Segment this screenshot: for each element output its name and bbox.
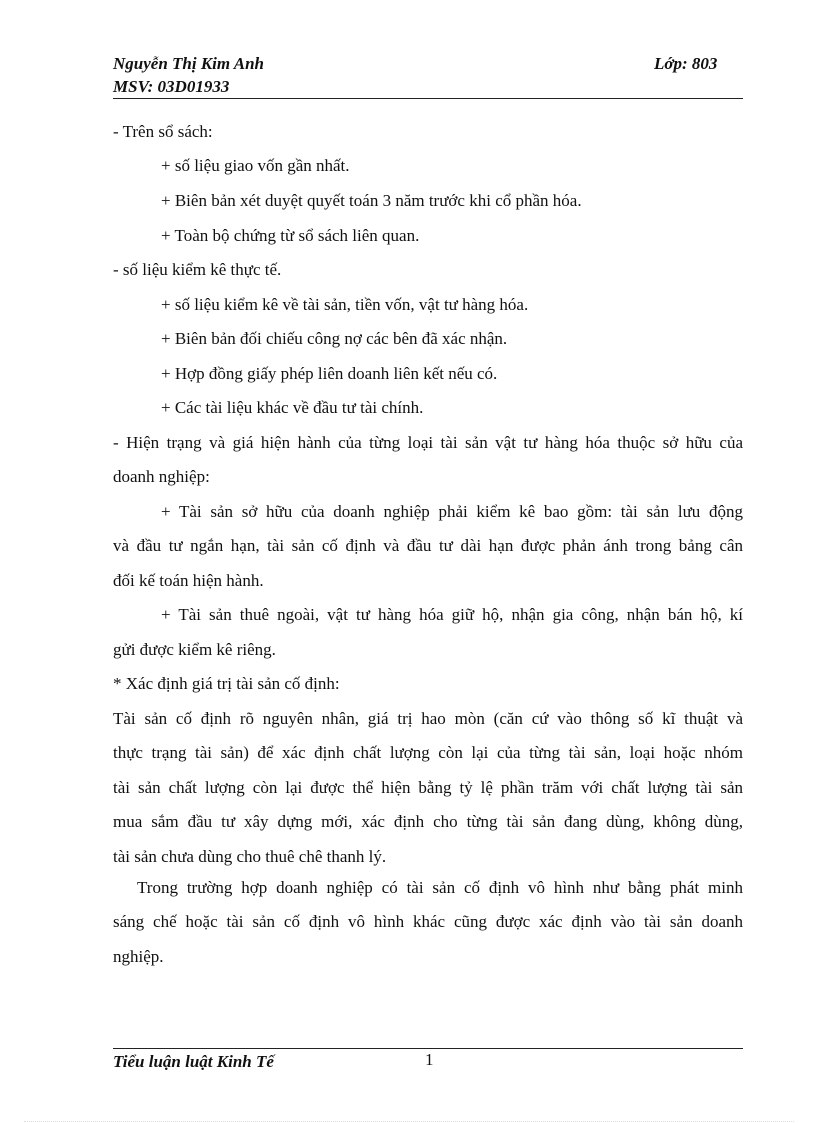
- page-number: 1: [425, 1050, 434, 1069]
- text-line: và đầu tư ngắn hạn, tài sản cố định và đầu tư dài hạn được phản ánh trong bảng cân: [113, 536, 743, 555]
- text-line: + số liệu kiểm kê về tài sản, tiền vốn, vật tư hàng hóa.: [161, 295, 529, 314]
- text-line: + Hợp đồng giấy phép liên doanh liên kết nếu có.: [161, 364, 498, 383]
- text-line: + số liệu giao vốn gần nhất.: [161, 156, 350, 175]
- student-id: MSV: 03D01933: [113, 77, 230, 96]
- text-line: mua sắm đầu tư xây dựng mới, xác định cho từng tài sản đang dùng, không dùng,: [113, 812, 743, 831]
- text-line: + Toàn bộ chứng từ sổ sách liên quan.: [161, 226, 420, 245]
- text-line: - Hiện trạng và giá hiện hành của từng loại tài sản vật tư hàng hóa thuộc sở hữu của: [113, 433, 743, 452]
- text-line: tài sản chất lượng còn lại được thể hiện bằng tỷ lệ phần trăm với chất lượng tài sản: [113, 778, 743, 797]
- text-line: + Biên bản đối chiếu công nợ các bên đã xác nhận.: [161, 329, 508, 348]
- text-line: - Trên sổ sách:: [113, 122, 213, 141]
- text-line: Tài sản cố định rõ nguyên nhân, giá trị hao mòn (căn cứ vào thông số kĩ thuật và: [113, 709, 743, 728]
- section-heading: * Xác định giá trị tài sản cố định:: [113, 674, 340, 693]
- text-line: + Biên bản xét duyệt quyết toán 3 năm trước khi cổ phần hóa.: [161, 191, 582, 210]
- class-label: Lớp: 803: [654, 54, 718, 73]
- text-line: + Tài sản thuê ngoài, vật tư hàng hóa giữ hộ, nhận gia công, nhận bán hộ, kí: [161, 605, 743, 624]
- text-line: + Tài sản sở hữu của doanh nghiệp phải kiểm kê bao gồm: tài sản lưu động: [161, 502, 743, 521]
- text-line: Trong trường hợp doanh nghiệp có tài sản cố định vô hình như bằng phát minh: [137, 878, 743, 897]
- header-divider: [113, 98, 743, 99]
- text-line: + Các tài liệu khác về đầu tư tài chính.: [161, 398, 424, 417]
- footer-title: Tiểu luận luật Kinh Tế: [113, 1052, 274, 1071]
- footer-divider: [113, 1048, 743, 1049]
- text-line: gửi được kiểm kê riêng.: [113, 640, 276, 659]
- text-line: sáng chế hoặc tài sản cố định vô hình khác cũng được xác định vào tài sản doanh: [113, 912, 743, 931]
- text-line: tài sản chưa dùng cho thuê chê thanh lý.: [113, 847, 387, 866]
- text-line: đối kế toán hiện hành.: [113, 571, 264, 590]
- page-bottom-border: [24, 1121, 794, 1122]
- text-line: thực trạng tài sản) để xác định chất lượng còn lại của từng tài sản, loại hoặc nhóm: [113, 743, 743, 762]
- text-line: nghiệp.: [113, 947, 164, 966]
- text-line: doanh nghiệp:: [113, 467, 210, 486]
- text-line: - số liệu kiểm kê thực tế.: [113, 260, 282, 279]
- student-name: Nguyễn Thị Kim Anh: [113, 54, 264, 73]
